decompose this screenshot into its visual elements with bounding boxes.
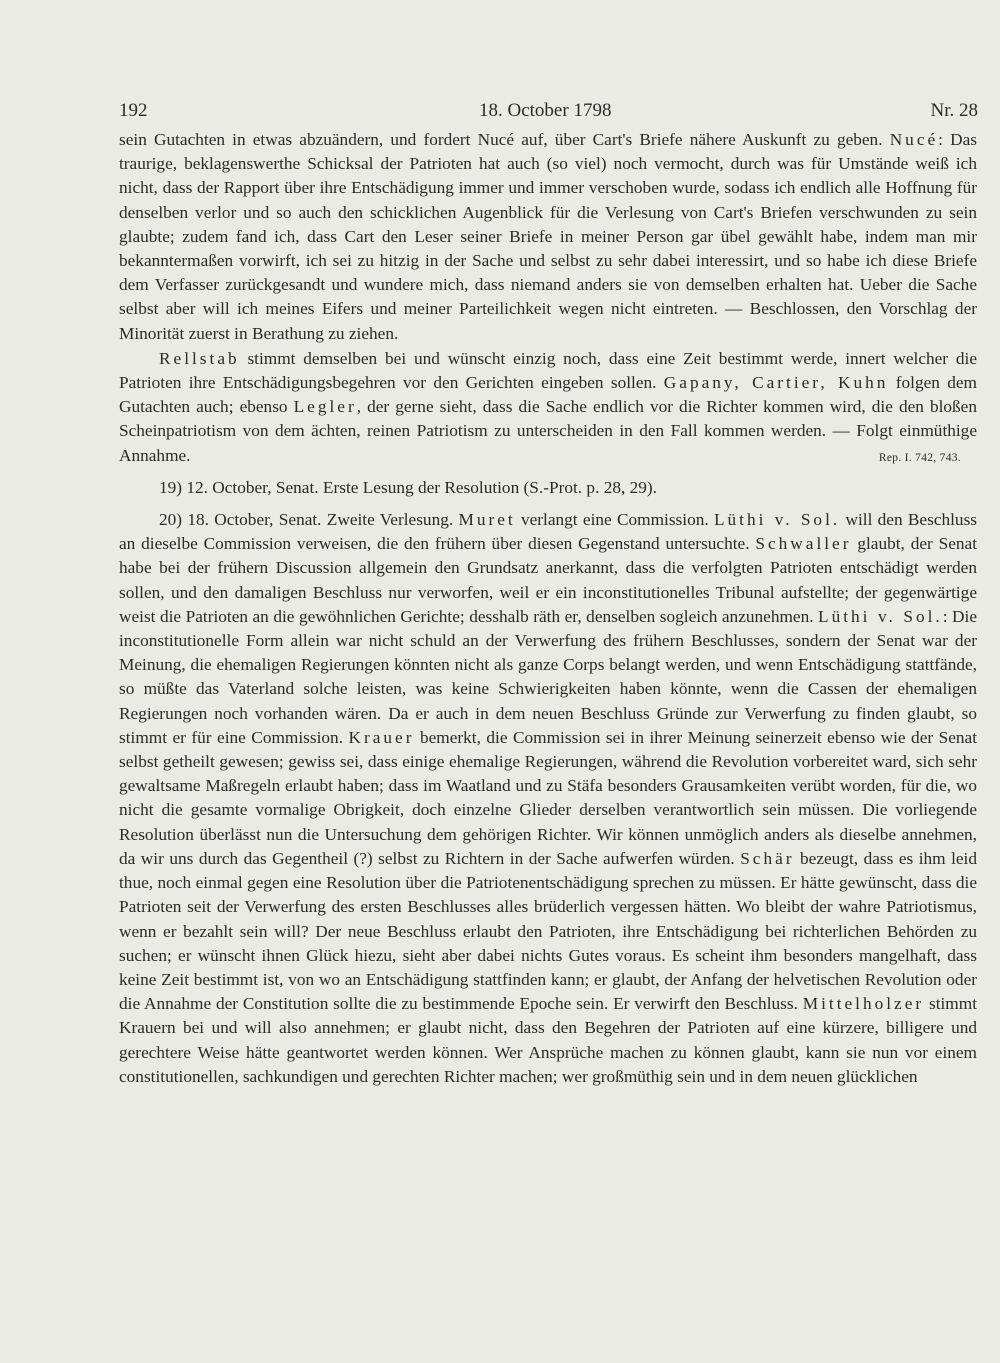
text-run: bemerkt, die Commission sei in ihrer Meinung seinerzeit ebenso wie der Senat selbst getheilt gewesen; gewiss sei, dass einige ehemalige Regierungen, während die Revolution vorbereitet ward, sich sehr gewaltsame Maßregeln erlaubt haben; dass im Waatland und zu Stäfa besonders Grausamkeiten verübt worden, für die, wo nicht die gesamte vormalige Obrigkeit, doch einzelne Glieder derselben verantwortlich sein müssen. Die vorliegende Resolution überlässt nun die Untersuchung dem gehörigen Richter. Wir können unmöglich anders als dieselbe annehmen, da wir uns durch das Gegentheil (?) selbst zu Richtern in der Sache aufwerfen würden. bbox=[119, 727, 977, 868]
speaker-name: Mittelholzer bbox=[802, 994, 925, 1014]
speaker-name: Rellstab bbox=[159, 348, 240, 368]
text-run: stimmt demselben bei und wünscht einzig noch, dass eine Zeit bestimmt werde, innert welcher die Patrioten ihre Entschädigungsbegehren vor den Gerichten eingeben sollen. bbox=[119, 348, 977, 393]
reference-note: Rep. I. 742, 743. bbox=[878, 451, 961, 464]
paragraph-4 bbox=[119, 508, 977, 1089]
text-run: will den Beschluss an dieselbe Commission verweisen, die den frühern über diesen Gegenstand untersuchte. bbox=[119, 510, 978, 554]
text-run: folgen dem Gutachten auch; ebenso bbox=[119, 373, 977, 417]
text-run: : Das traurige, beklagenswerthe Schicksal der Patrioten hat auch (so viel) noch vermocht, durch was für Umstände weiß ich nicht, dass der Rapport über ihre Entschädigung immer und immer verschoben wurde, sodass ich endlich alle Hoffnung für denselben verlor und so auch den schicklichen Augenblick für die Verlesung von Cart's Briefen verschwunden zu sein glaubte; zudem fand ich, dass Cart den Leser seiner Briefe in meiner Person gar übel gewählt habe, indem man mir bekanntermaßen vorwirft, ich sei zu hitzig in der Sache und selbst zu sehr dabei interessirt, und so habe ich diese Briefe dem Verfasser zurückgesandt und wundere mich, dass niemand anders sie von demselben erhalten hat. Ueber die Sache selbst aber will ich meines Eifers und meiner Parteilichkeit wegen nicht eintreten. — Beschlossen, den Vorschlag der Minorität zuerst in Berathung zu ziehen. bbox=[119, 130, 978, 343]
text-run: 20) 18. October, Senat. Zweite Verlesung. bbox=[159, 510, 459, 530]
text-run: glaubt, der Senat habe bei der frühern Discussion allgemein den Grundsatz anerkannt, dass die verfolgten Patrioten entschädigt werden sollen, und den damaligen Beschluss nur verworfen, weil er ein inconstitutionelles Tribunal aufstellte; der gegenwärtige weist die Patrioten an die gewöhnlichen Gerichte; desshalb räth er, denselben sogleich anzunehmen. bbox=[119, 534, 978, 626]
header-date: 18. October 1798 bbox=[479, 100, 612, 121]
page-header bbox=[119, 100, 978, 124]
text-run: : Die inconstitutionelle Form allein war nicht schuld an der Verwerfung des frühern Beschlusses, sondern der Senat war der Meinung, die ehemaligen Regierungen könnten nicht als ganze Corps belangt werden, und wenn Entschädigung stattfände, so müßte das Vaterland solche leisten, was keine Schwierigkeiten haben könnte, wenn die Cassen der ehemaligen Regierungen noch vorhanden wären. Da er auch in dem neuen Beschluss Gründe zur Verwerfung zu finden glaubt, so stimmt er für eine Commission. bbox=[119, 606, 977, 747]
speaker-name: Lüthi v. Sol. bbox=[818, 606, 943, 626]
document-number: Nr. 28 bbox=[930, 100, 978, 121]
paragraph-3: 19) 12. October, Senat. Erste Lesung der Resolution (S.-Prot. p. 28, 29). bbox=[159, 477, 657, 497]
speaker-name: Muret bbox=[458, 510, 516, 530]
text-run: sein Gutachten in etwas abzuändern, und fordert Nucé auf, über Cart's Briefe nähere Auskunft zu geben. bbox=[119, 130, 883, 149]
text-run: stimmt Krauern bei und will also annehmen; er glaubt nicht, dass den Begehren der Patrioten auf eine kürzere, billigere und gerechtere Weise hätte geantwortet werden können. Wer Ansprüche machen zu können glaubt, kann sie nun vor einem constitutionellen, sachkundigen und gerechten Richter machen; wer großmüthig sein und in dem neuen glücklichen bbox=[119, 994, 977, 1086]
speaker-name: Legler bbox=[293, 397, 357, 417]
text-run: bezeugt, dass es ihm leid thue, noch einmal gegen eine Resolution über die Patriotenentschädigung sprechen zu müssen. Er hätte gewünscht, dass die Patrioten seit der Verwerfung des ersten Beschlusses alles brüderlich vergessen hätten. Wo bleibt der wahre Patriotismus, wenn er bezahlt sein will? Der neue Beschluss erlaubt den Patrioten, ihre Entschädigung bei richterlichen Behörden zu suchen; er wünscht ihnen Glück hiezu, sieht aber dabei nichts Gutes voraus. Es scheint ihm besonders mangelhaft, dass keine Zeit bestimmt ist, von wo an Entschädigung stattfinden kann; er glaubt, der Anfang der helvetischen Revolution oder die Annahme der Constitution sollte die zu bestimmende Epoche sein. Er verwirft den Beschluss. bbox=[119, 848, 977, 1014]
speaker-name: Lüthi v. Sol. bbox=[713, 510, 841, 530]
speaker-name: Krauer bbox=[348, 727, 415, 747]
paragraph-gap bbox=[119, 500, 977, 508]
page-body bbox=[119, 128, 977, 1089]
paragraph-1 bbox=[119, 128, 977, 346]
paragraph-2 bbox=[119, 347, 977, 468]
speaker-name: Gapany, Cartier, Kuhn bbox=[663, 373, 889, 393]
text-run: , der gerne sieht, dass die Sache endlich vor die Richter kommen wird, die den bloßen Scheinpatriotism von dem ächten, reinen Patriotism zu unterscheiden in den Fall kommen werden. — Folgt einmüthige Annahme. bbox=[119, 397, 977, 465]
speaker-name: Schwaller bbox=[755, 534, 852, 554]
text-run: verlangt eine Commission. bbox=[515, 510, 714, 530]
speaker-name: Nucé bbox=[889, 130, 939, 149]
speaker-name: Schär bbox=[740, 848, 795, 868]
page-number: 192 bbox=[119, 100, 148, 121]
